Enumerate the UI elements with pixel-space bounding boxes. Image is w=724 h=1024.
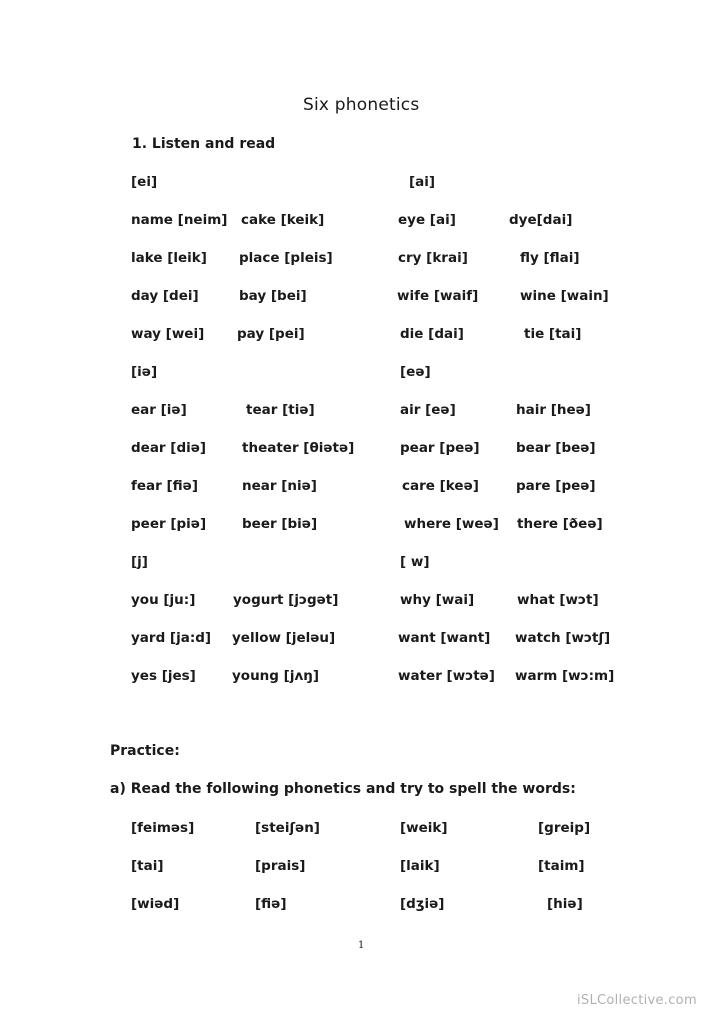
symbol-ai: [ai] (409, 174, 436, 190)
word-cell: bay [bei] (239, 288, 307, 304)
section-heading: 1. Listen and read (132, 136, 276, 152)
word-cell: pear [peə] (400, 440, 480, 456)
word-cell: peer [piə] (131, 516, 207, 532)
word-cell: hair [heə] (516, 402, 591, 418)
symbol-ia: [iə] (131, 364, 158, 380)
word-cell: want [want] (398, 630, 491, 646)
word-cell: why [wai] (400, 592, 475, 608)
word-cell: yard [ja:d] (131, 630, 212, 646)
word-cell: fear [fiə] (131, 478, 198, 494)
practice-item: [greip] (538, 820, 591, 836)
practice-item: [dʒiə] (400, 896, 445, 912)
practice-item: [laik] (400, 858, 440, 874)
word-cell: name [neim] (131, 212, 228, 228)
word-cell: ear [iə] (131, 402, 187, 418)
word-cell: pay [pei] (237, 326, 305, 342)
word-cell: pare [peə] (516, 478, 596, 494)
practice-item: [fiə] (255, 896, 287, 912)
practice-instruction: a) Read the following phonetics and try to spell the words: (110, 781, 576, 797)
word-cell: young [jʌŋ] (232, 668, 320, 684)
practice-item: [steiʃən] (255, 820, 320, 836)
symbol-ei: [ei] (131, 174, 158, 190)
word-cell: wine [wain] (520, 288, 609, 304)
word-cell: cry [krai] (398, 250, 468, 266)
page-number: 1 (358, 940, 365, 951)
word-cell: warm [wɔ:m] (515, 668, 615, 684)
word-cell: there [ðeə] (517, 516, 603, 532)
word-cell: water [wɔtə] (398, 668, 495, 684)
word-cell: watch [wɔtʃ] (515, 630, 611, 646)
word-cell: yes [jes] (131, 668, 196, 684)
practice-item: [tai] (131, 858, 164, 874)
word-cell: dye[dai] (509, 212, 573, 228)
practice-item: [feiməs] (131, 820, 195, 836)
word-cell: care [keə] (402, 478, 479, 494)
practice-item: [prais] (255, 858, 306, 874)
watermark-footer: iSLCollective.com (577, 993, 697, 1008)
word-cell: theater [θiətə] (242, 440, 355, 456)
word-cell: wife [waif] (397, 288, 479, 304)
word-cell: place [pleis] (239, 250, 333, 266)
word-cell: way [wei] (131, 326, 205, 342)
word-cell: lake [leik] (131, 250, 207, 266)
word-cell: beer [biə] (242, 516, 318, 532)
word-cell: day [dei] (131, 288, 199, 304)
word-cell: tear [tiə] (246, 402, 315, 418)
word-cell: what [wɔt] (517, 592, 599, 608)
symbol-ea: [eə] (400, 364, 431, 380)
symbol-j: [j] (131, 554, 148, 570)
word-cell: air [eə] (400, 402, 456, 418)
word-cell: eye [ai] (398, 212, 456, 228)
word-cell: yogurt [jɔgət] (233, 592, 339, 608)
word-cell: you [ju:] (131, 592, 196, 608)
word-cell: cake [keik] (241, 212, 325, 228)
page-title: Six phonetics (303, 95, 420, 115)
word-cell: dear [diə] (131, 440, 207, 456)
word-cell: tie [tai] (524, 326, 582, 342)
word-cell: die [dai] (400, 326, 464, 342)
symbol-w: [ w] (400, 554, 430, 570)
practice-item: [weik] (400, 820, 448, 836)
word-cell: bear [beə] (516, 440, 596, 456)
practice-item: [hiə] (547, 896, 583, 912)
word-cell: fly [flai] (520, 250, 580, 266)
word-cell: near [niə] (242, 478, 317, 494)
practice-item: [wiəd] (131, 896, 180, 912)
practice-item: [taim] (538, 858, 585, 874)
practice-heading: Practice: (110, 743, 180, 759)
word-cell: yellow [jeləu] (232, 630, 336, 646)
word-cell: where [weə] (404, 516, 499, 532)
